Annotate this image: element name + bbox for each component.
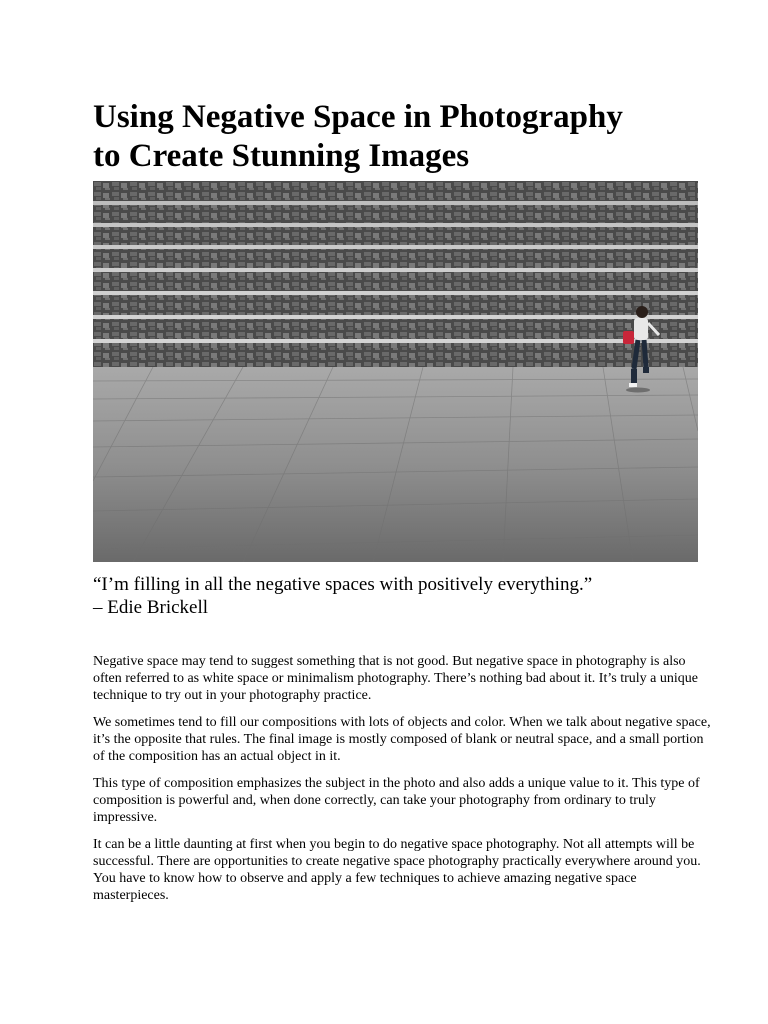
title-line-2: to Create Stunning Images <box>93 138 470 174</box>
stairs-photo <box>93 181 698 562</box>
body-paragraph: Negative space may tend to suggest something that is not good. But negative space in photography is also often referred to as white space or minimalism photography. There’s nothing bad about it. It’s truly a unique technique to try out in your photography practice. <box>93 654 698 703</box>
body-paragraph: This type of composition emphasizes the subject in the photo and also adds a unique value to it. This type of composition is powerful and, when done correctly, can take your photography from ordinary to truly impressive. <box>93 776 700 825</box>
epigraph-quote <box>93 573 713 619</box>
title-line-1: Using Negative Space in Photography <box>93 99 623 135</box>
quote-attribution: – Edie Brickell <box>93 597 209 618</box>
body-paragraph: We sometimes tend to fill our compositions with lots of objects and color. When we talk about negative space, it’s the opposite that rules. The final image is mostly composed of blank or neutral space, and a small portion of the composition has an actual object in it. <box>93 715 711 764</box>
quote-text: “I’m filling in all the negative spaces with positively everything.” <box>93 574 593 595</box>
page-title <box>93 98 713 176</box>
body-paragraph: It can be a little daunting at first when you begin to do negative space photography. Not all attempts will be successful. There are opportunities to create negative space photography practically everywhere around you. You have to know how to observe and apply a few techniques to achieve amazing negative space masterpieces. <box>93 837 701 903</box>
steps <box>93 181 698 367</box>
